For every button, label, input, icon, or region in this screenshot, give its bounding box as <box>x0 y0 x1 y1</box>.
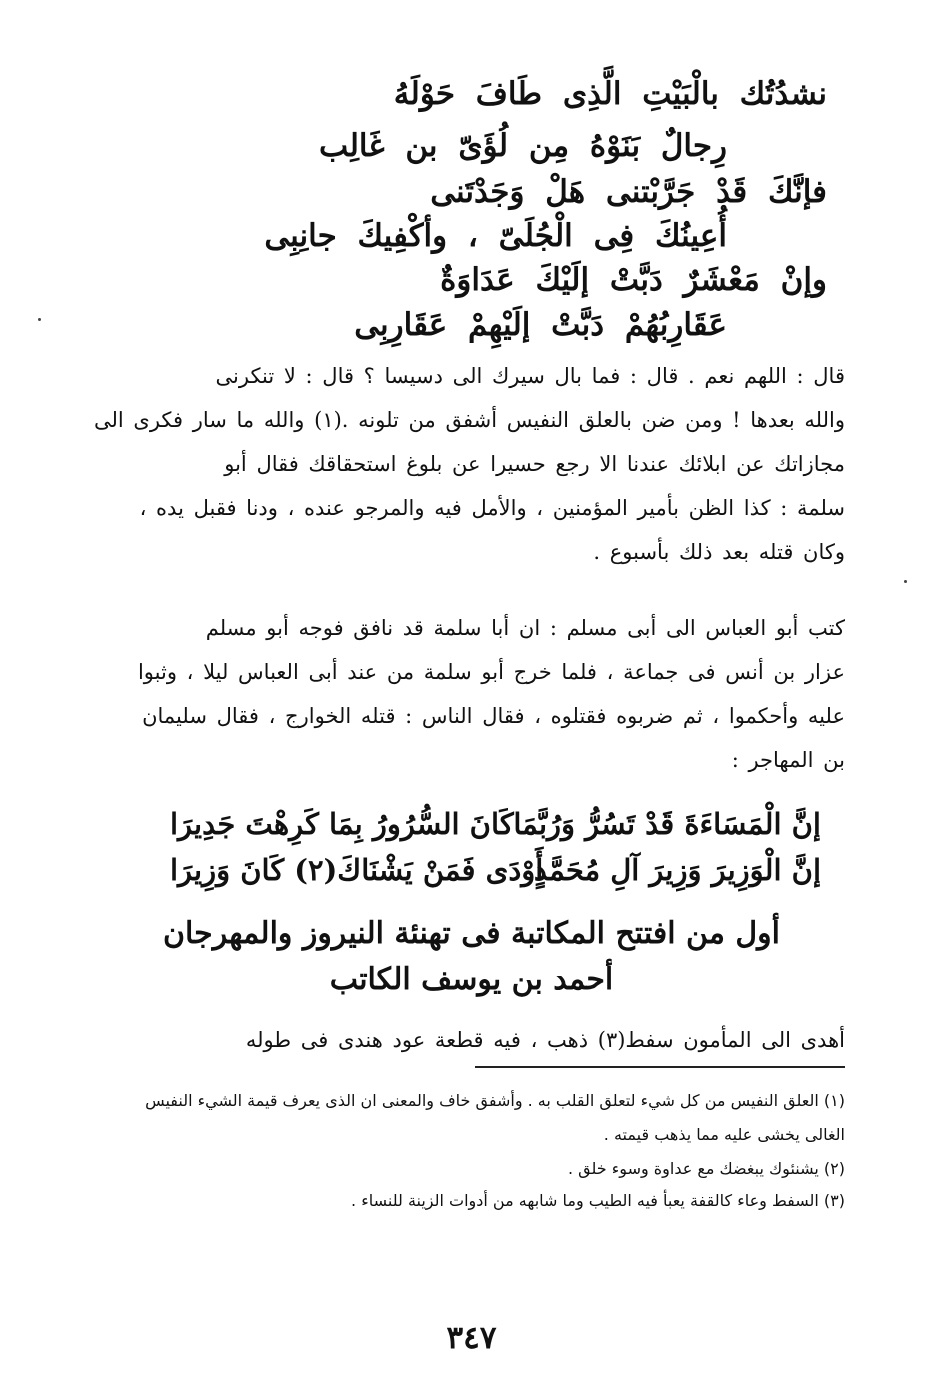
paragraph-3-line: أهدى الى المأمون سفط(٣) ذهب ، فيه قطعة عود هندى فى طوله <box>245 1028 845 1052</box>
poem-line-1: نشدُتُك بالْبَيْتِ الَّذِى طَافَ حَوْلَهُ <box>393 76 827 112</box>
poem-line-4: أُعِينُكَ فِى الْجُلَىّ ، وأكْفِيكَ جانِبِى <box>264 218 727 254</box>
paragraph-2 <box>137 606 845 782</box>
paragraph-2-line: بن المهاجر : <box>731 748 845 772</box>
paragraph-2-line: عليه وأحكموا ، ثم ضربوه فقتلوه ، فقال الناس : قتله الخوارج ، فقال سليمان <box>142 704 845 728</box>
footnote-2: (٢) يشنئوك يبغضك مع عداوة وسوء خلق . <box>567 1159 845 1178</box>
footnote-3: (٣) السفط وعاء كالقفة يعبأ فيه الطيب وما شابهه من أدوات الزينة للنساء . <box>351 1191 845 1210</box>
paragraph-1 <box>93 354 845 574</box>
paragraph-1-line: والله بعدها ! ومن ضن بالعلق النفيس أشفق من تلونه .(١) والله ما سار فكرى الى <box>93 408 845 432</box>
page-number: ٣٤٧ <box>446 1320 497 1356</box>
couplet-hemistich: كَانَ السُّرُورُ بِمَا كَرِهْتَ جَدِيرَا <box>170 807 514 841</box>
couplet-hemistich: إنَّ الْمَسَاءَةَ قَدْ تَسُرُّ وَرُبَّمَا <box>513 807 821 841</box>
scan-speck <box>38 318 41 321</box>
paragraph-1-line: وكان قتله بعد ذلك بأسبوع . <box>593 540 845 564</box>
poem-line-6: عَقَارِبُهُمْ دَبَّتْ إلَيْهِمْ عَقَارِبِى <box>354 307 727 343</box>
footnote-1: (١) العلق النفيس من كل شيء لتعلق القلب به . وأشفق خاف والمعنى ان الذى يعرف قيمة الشيء النفيس <box>145 1091 845 1110</box>
footnote-1-continued: الغالى يخشى عليه مما يذهب قيمته . <box>603 1125 845 1144</box>
couplet-row-2 <box>170 846 821 894</box>
couplet-hemistich: إنَّ الْوَزِيرَ وَزِيرَ آلِ مُحَمَّدٍ <box>533 853 821 887</box>
paragraph-2-line: كتب أبو العباس الى أبى مسلم : ان أبا سلمة قد نافق فوجه أبو مسلم <box>205 616 845 640</box>
paragraph-3 <box>146 1018 845 1062</box>
paragraph-1-line: قال : اللهم نعم . قال : فما بال سيرك الى دسيسا ؟ قال : لا تنكرنى <box>215 364 845 388</box>
footnote-divider <box>475 1066 845 1068</box>
couplet-hemistich: أَوْدَى فَمَنْ يَشْنَاكَ(٢) كَانَ وَزِيرَا <box>170 853 544 887</box>
section-subheading: أحمد بن يوسف الكاتب <box>329 962 614 997</box>
poem-line-3: فإنَّكَ قَدْ جَرَّبْتنى هَلْ وَجَدْتَنى <box>430 174 827 210</box>
scan-speck <box>904 580 907 583</box>
paragraph-2-line: عزار بن أنس فى جماعة ، فلما خرج أبو سلمة من عند أبى العباس ليلا ، وثبوا <box>137 660 845 684</box>
poem-line-5: وإنْ مَعْشَرٌ دَبَّتْ إلَيْكَ عَدَاوَةٌ <box>440 262 827 298</box>
paragraph-1-line: سلمة : كذا الظن بأمير المؤمنين ، والأمل فيه والمرجو عنده ، ودنا فقبل يده ، <box>139 496 845 520</box>
paragraph-1-line: مجازاتك عن ابلائك عندنا الا رجع حسيرا عن بلوغ استحقاقك فقال أبو <box>224 452 845 476</box>
section-heading: أول من افتتح المكاتبة فى تهنئة النيروز والمهرجان <box>162 916 781 951</box>
couplet-row-1 <box>170 800 821 848</box>
poem-line-2: رِجالٌ بَنَوْهُ مِن لُؤَىّ بن غَالِب <box>319 128 727 164</box>
